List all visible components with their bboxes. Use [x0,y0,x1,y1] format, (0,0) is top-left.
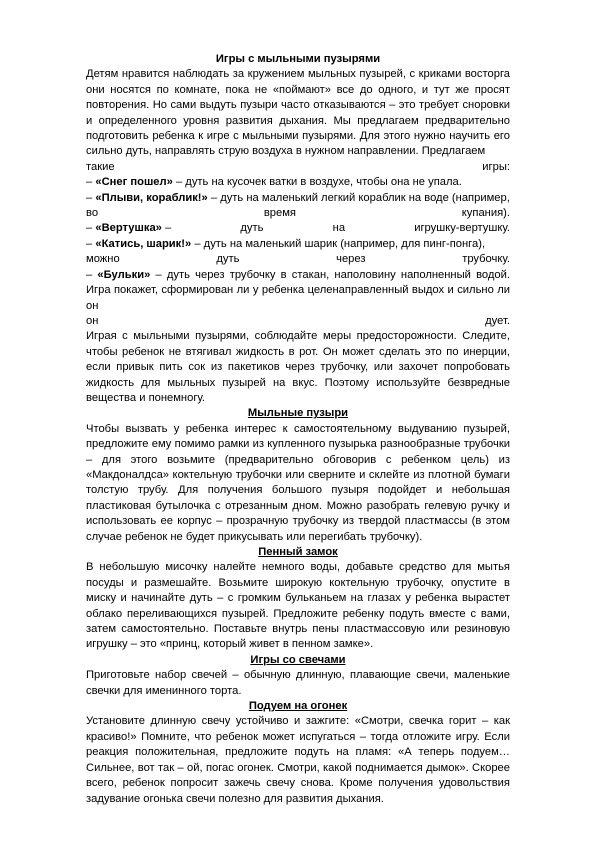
game-item-snow: – «Снег пошел» – дуть на кусочек ватки в воздухе, чтобы она не упала. [86,176,462,189]
candles-paragraph: Приготовьте набор свечей – обычную длинную, плавающие свечи, маленькие свечки для именинного торта. [86,669,510,697]
game-item-boat-cont: во время купания). [86,207,510,220]
intro-tail-line: такие игры: [86,160,510,173]
section-title-candle-games: Игры со свечами [250,653,346,666]
game-name: «Бульки» [97,268,151,281]
soap-paragraph: Чтобы вызвать у ребенка интерес к самостоятельному выдуванию пузырей, предложите ему помимо рамки из купленного пузырька разнообразные трубочки – для этого возьмите (предварительно обговорив с ребенком цель) из «Макдоналдса» коктельную трубочки или сверните и склейте из плотной бумаги толстую трубу. Для получения большого пузыря подойдет и небольшая пластиковая бутылочка с отрезанным дном. Можно разобрать гелевую ручку и использовать ее корпус – прозрачную трубочку из твердой пластмассы (в этом случае ребенок не будет прикусывать или перегибать трубочку). [86,422,510,543]
page-title: Игры с мыльными пузырями [215,53,381,65]
blow-paragraph: Установите длинную свечу устойчиво и зажгите: «Смотри, свечка горит – как красиво!» Помните, что ребенок может испугаться – тогда отложите игру. Если реакция положительная, предложите подуть на пламя: «А теперь подуем… Сильнее, вот так – ой, погас огонек. Смотри, какой поднимается дымок». Скорее всего, ребенок попросит зажечь свечу снова. Кроме получения удовольствия задувание огонька свечи полезно для развития дыхания. [86,715,510,805]
document-page [86,52,510,807]
game-name: «Снег пошел» [95,176,173,189]
game-item-bubbles: – «Бульки» – дуть через трубочку в стакан, наполовину наполненный водой. Игра покажет, сформирован ли у ребенка целенаправленный выдох и сильно ли он [86,268,510,312]
game-item-ball: – «Катись, шарик!» – дуть на маленький шарик (например, для пинг-понга), [86,237,486,250]
game-item-bubbles-cont: он дует. [86,314,510,327]
intro-paragraph: Детям нравится наблюдать за кружением мыльных пузырей, с криками восторга они носятся по комнате, пока не «поймают» все до одного, и тут же просят повторения. Но сами выдуть пузыри часто отказываются – это требует сноровки и определенного уровня развития дыхания. Мы предлагаем предварительно подготовить ребенка к игре с мыльными пузырями. Для этого нужно научить его сильно дуть, направлять струю воздуха в нужном направлении. Предлагаем [86,68,510,158]
game-name: «Катись, шарик!» [95,237,192,250]
section-title-blow-fire: Подуем на огонек [248,700,348,713]
game-item-spinner: – «Вертушка» – дуть на игрушку-вертушку. [86,222,510,235]
game-item-boat: – «Плыви, кораблик!» – дуть на маленький легкий кораблик на воде (например, [86,191,510,204]
game-item-ball-cont: можно дуть через трубочку. [86,253,510,266]
section-title-foam-castle: Пенный замок [258,546,338,558]
section-title-soap-bubbles: Мыльные пузыри [247,407,349,420]
safety-paragraph: Играя с мыльными пузырями, соблюдайте меры предосторожности. Следите, чтобы ребенок не втягивал жидкость в рот. Он может сделать это по инерции, если привык пить сок из пакетиков через трубочку, или захочет попробовать жидкость для мыльных пузырей на вкус. Поэтому используйте безвредные вещества и понемногу. [86,330,510,404]
game-name: «Плыви, кораблик!» [95,191,208,204]
foam-paragraph: В небольшую мисочку налейте немного воды, добавьте средство для мытья посуды и размешайте. Возьмите широкую коктельную трубочку, опустите в миску и начинайте дуть – с громким бульканьем на глазах у ребенка вырастет облако переливающихся пузырей. Предложите ребенку подуть вместе с вами, затем самостоятельно. Поставьте внутрь пены пластмассовую или резиновую игрушку – это «принц, который живет в пенном замке». [86,561,510,651]
game-name: «Вертушка» [95,222,162,235]
